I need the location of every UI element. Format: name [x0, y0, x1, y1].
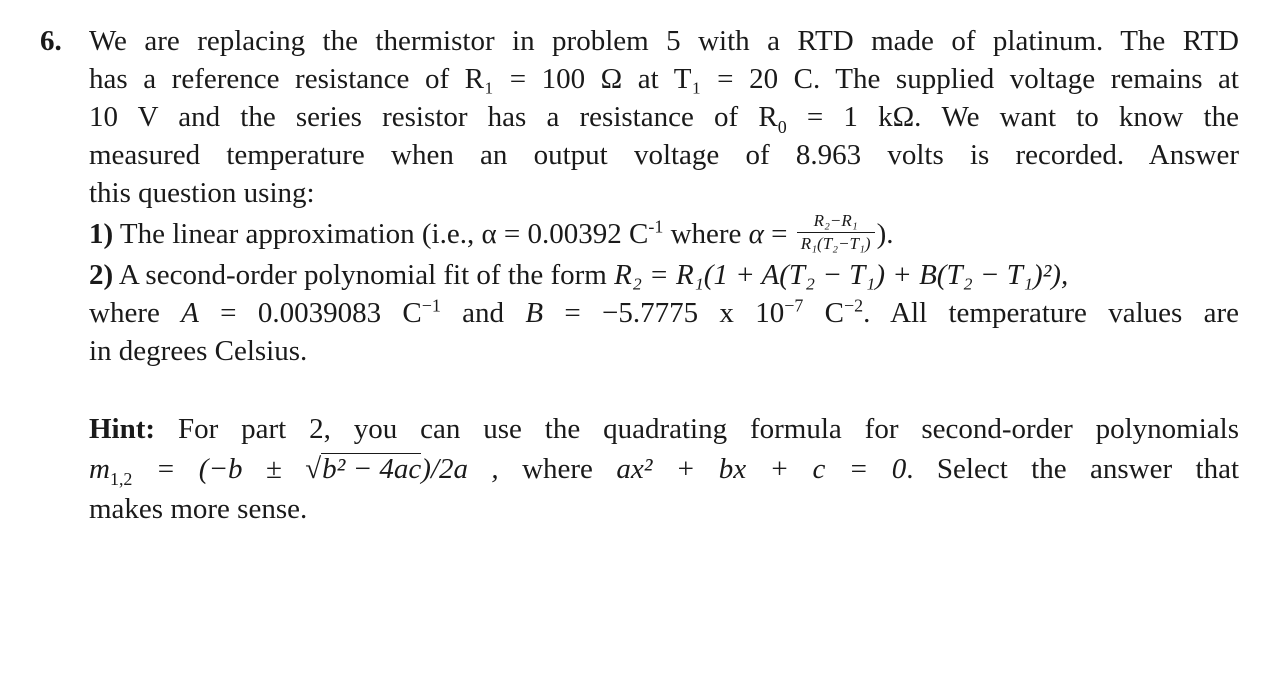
- hint-text-1: For part 2, you can use the quadrating formula for second-order polynomials: [155, 413, 1239, 445]
- problem-body: [89, 22, 1239, 528]
- part-1-text: The linear approximation (i.e., α = 0.00392 C: [113, 218, 649, 250]
- alpha-fraction: [797, 211, 875, 254]
- problem-line-4: measured temperature when an output voltage of 8.963 volts is recorded. Answer: [89, 139, 1239, 171]
- line3-text-b: = 1 kΩ. We want to know the: [786, 101, 1239, 133]
- part-2-label: 2): [89, 259, 114, 291]
- fraction-numerator: R₂−R₁: [797, 211, 875, 233]
- sqrt-radicand: b² − 4ac: [322, 453, 422, 485]
- r0-subscript: 0: [777, 116, 787, 137]
- hint-select-text: . Select the answer that: [906, 453, 1240, 485]
- problem-number: 6.: [40, 25, 62, 57]
- problem-line-5: this question using:: [89, 177, 315, 209]
- part-2: [89, 256, 1239, 294]
- polynomial-formula: R₂ = R₁(1 + A(T₂ − T₁) + B(T₂ − T₁)²),: [614, 259, 1069, 291]
- part-1-equals: =: [763, 218, 795, 250]
- hint-label: Hint:: [89, 413, 156, 445]
- coefficient-b: B: [525, 297, 544, 329]
- hint-line-1: [89, 410, 1239, 448]
- alpha-symbol: α: [748, 218, 764, 250]
- part-1-superscript: -1: [648, 216, 664, 237]
- part-2-and: and: [440, 297, 526, 329]
- problem-line-3: [89, 98, 1239, 136]
- part-2-tail: . All temperature values are: [863, 297, 1240, 329]
- line3-text-a: 10 V and the series resistor has a resistance of R: [89, 101, 778, 133]
- part-2-line-3: in degrees Celsius.: [89, 335, 308, 367]
- m-subscript: 1,2: [109, 468, 133, 489]
- coefficient-b-exp: −7: [784, 295, 804, 316]
- coefficient-a-value: = 0.0039083 C: [198, 297, 422, 329]
- coefficient-a: A: [181, 297, 199, 329]
- part-2-where: where: [89, 297, 182, 329]
- hint-line-2: [89, 448, 1239, 490]
- part-1-label: 1): [89, 218, 114, 250]
- section-gap: [89, 370, 1239, 410]
- coefficient-b-unit-exp: −2: [844, 295, 864, 316]
- hint-line-3: makes more sense.: [89, 493, 308, 525]
- quadratic-formula-end: )/2a ,: [421, 453, 499, 485]
- part-2-line-2: [89, 294, 1239, 332]
- problem-line-2: has a reference resistance of R₁ = 100 Ω at T₁ = 20 C. The supplied voltage remains at: [89, 63, 1239, 95]
- part-1-end: ).: [876, 218, 894, 250]
- fraction-denominator: R₁(T₂−T₁): [800, 233, 871, 253]
- part-2-text: A second-order polynomial fit of the form: [113, 259, 615, 291]
- part-1-where: where: [663, 218, 749, 250]
- hint-where: where: [498, 453, 617, 485]
- quadratic-formula-start: = (−b ± √: [132, 453, 322, 485]
- part-1: [89, 212, 1239, 256]
- coefficient-b-unit: C: [803, 297, 845, 329]
- coefficient-b-value: = −5.7775 x 10: [543, 297, 785, 329]
- m-variable: m: [89, 453, 110, 485]
- problem-line-1: We are replacing the thermistor in problem 5 with a RTD made of platinum. The RTD: [89, 25, 1239, 57]
- quadratic-equation: ax² + bx + c = 0: [616, 453, 907, 485]
- coefficient-a-unit-exp: −1: [421, 295, 441, 316]
